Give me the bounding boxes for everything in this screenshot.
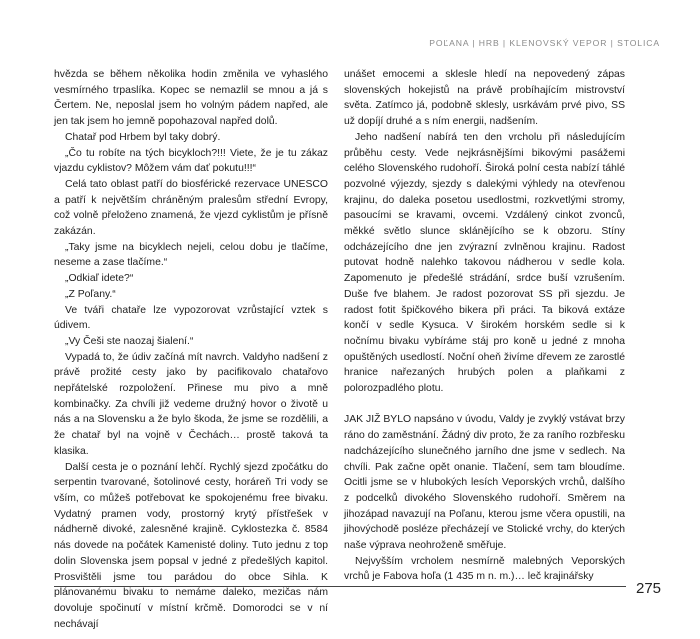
section-opening-paragraph: JAK JIŽ BYLO napsáno v úvodu, Valdy je zvyklý vstávat brzy ráno do zaměstnání. Žádný div proto, že za raního rozbřesku nadcházejícího slunečného jarního dne jsme v sedlech. Na chvíli. Pak začne opět onanie. Tlačení, sem tam bloudíme. Ocitli jsme se v hlubokých lesích Veporských vrchů, dalšího z podcelků divokého Slovenského rudohoří. Směrem na jihozápad navazují na Poľanu, kterou jsme včera opustili, na jihovýchodě posléze přecházejí ve Stolické vrchy, do kterých naše výprava neohroženě směřuje. [344,414,625,552]
running-header: POĽANA | HRB | KLENOVSKÝ VEPOR | STOLICA [429,38,660,48]
paragraph: hvězda se během několika hodin změnila ve vyhaslého vesmírného trpaslíka. Kopec se nemazlil se mnou a já s Čertem. Ne, neposlal jsem ho volným pádem napřed, ale jen tak jsem ho jemně popohazoval napřed dolů. [54,69,328,128]
paragraph: Další cesta je o poznání lehčí. Rychlý sjezd zpočátku do serpentin tvarované, šotolinové cesty, horáreň Tri vody se vším, co můžeš potřebovat ke spokojenému free bivaku. Vydatný pramen vody, prostorný krytý přístřešek v nádherně divoké, zalesněné krajině. Cyklostezka č. 8584 nás dovede na počátek Kamenisté doliny. Tuto jednu z top dolin Slovenska jsem popsal v jedné z předešlých kapitol. Prosvištěli jsme tou parádou do obce Sihla. K plánovanému bivaku to nemáme daleko, mezičas nám dovoluje spočinutí v místní krčmě. Domorodci se v ní nechávají [54,461,328,630]
paragraph: Celá tato oblast patří do biosférické rezervace UNESCO a patří k největším chráněným pralesům střední Evropy, což volně přeloženo znamená, že vjezd cyklistům je přísně zakázán. [54,178,328,238]
left-column [54,67,328,632]
paragraph: „Odkiaľ idete?“ [65,273,134,285]
paragraph: Jeho nadšení nabírá ten den vrcholu při následujícím průběhu cesty. Vede nejkrásnějšími bikovými pasážemi celého Slovenského rudohoří. Široká polní cesta nabízí táhlé pozvolné výjezdy, sjezdy s dalekými výhledy na otevřenou krajinu, do daleka posetou usedlostmi, rozkvetlými stromy, pasoucími se kravami, ovcemi. Vzdálený cinkot zvonců, měkké světlo slunce sklánějícího se k obzoru. Stíny odcházejícího dne jen zvýrazní zvlněnou krajinu. Radost putovat hodně nalehko takovou nádherou v sedle kola. Zapomenuto je předešlé strádání, srdce buší vzrušením. Duše fve blahem. Je radost pozorovat SS při sjezdu. Je radost fotit špičkového bikera při práci. Ta biková extáze končí v sedle Kysuca. V širokém horském sedle si k nočnímu bivaku vybíráme stáj pro koně u jedné z mnoha opuštěných usedlostí. Noční oheň živíme dřevem ze zarostlé hranice nařezaných hrubých polen a plaňkami z polorozpadlého plotu. [344,131,625,395]
paragraph: Nejvyšším vrcholem nesmírně malebných Veporských vrchů je Fabova hoľa (1 435 m n. m.)… leč krajinářsky [344,555,625,583]
paragraph: „Z Poľany.“ [65,288,116,300]
paragraph: Ve tváři chataře lze vypozorovat vzrůstající vztek s údivem. [54,304,328,332]
page-number: 275 [636,580,662,597]
paragraph: „Taky jsme na bicyklech nejeli, celou dobu je tlačíme, neseme a zase tlačíme.“ [54,241,328,269]
paragraph: Chatař pod Hrbem byl taky dobrý. [65,131,221,143]
paragraph: Vypadá to, že údiv začíná mít navrch. Valdyho nadšení z právě prožité cesty jako by pacifikovalo chatařovo nepřátelské rozpoložení. Přinese mu pivo a mně kombinačky. Za chvíli již vedeme družný hovor o životě u nás a na Slovensku a že bylo škoda, že jsme se rozdělili, a že chatař byl na vojně v Čechách… prostě taková ta klasika. [54,351,328,457]
right-column [344,67,625,585]
paragraph: „Čo tu robíte na tých bicykloch?!!! Viete, že je tu zákaz vjazdu cyklistov? Môžem vám dať pokutu!!!“ [54,147,328,175]
section-spacer [344,397,625,413]
paragraph: „Vy Češi ste naozaj šialení.“ [65,335,194,347]
paragraph: unášet emocemi a sklesle hledí na nepovedený zápas slovenských hokejistů na právě probíhajícím mistrovství světa. Zatímco já, podobně sklesly, usrkávám prvé pivo, SS už dopíjí druhé a s ním energii, nadšením. [344,69,625,128]
footer-rule [54,586,626,587]
